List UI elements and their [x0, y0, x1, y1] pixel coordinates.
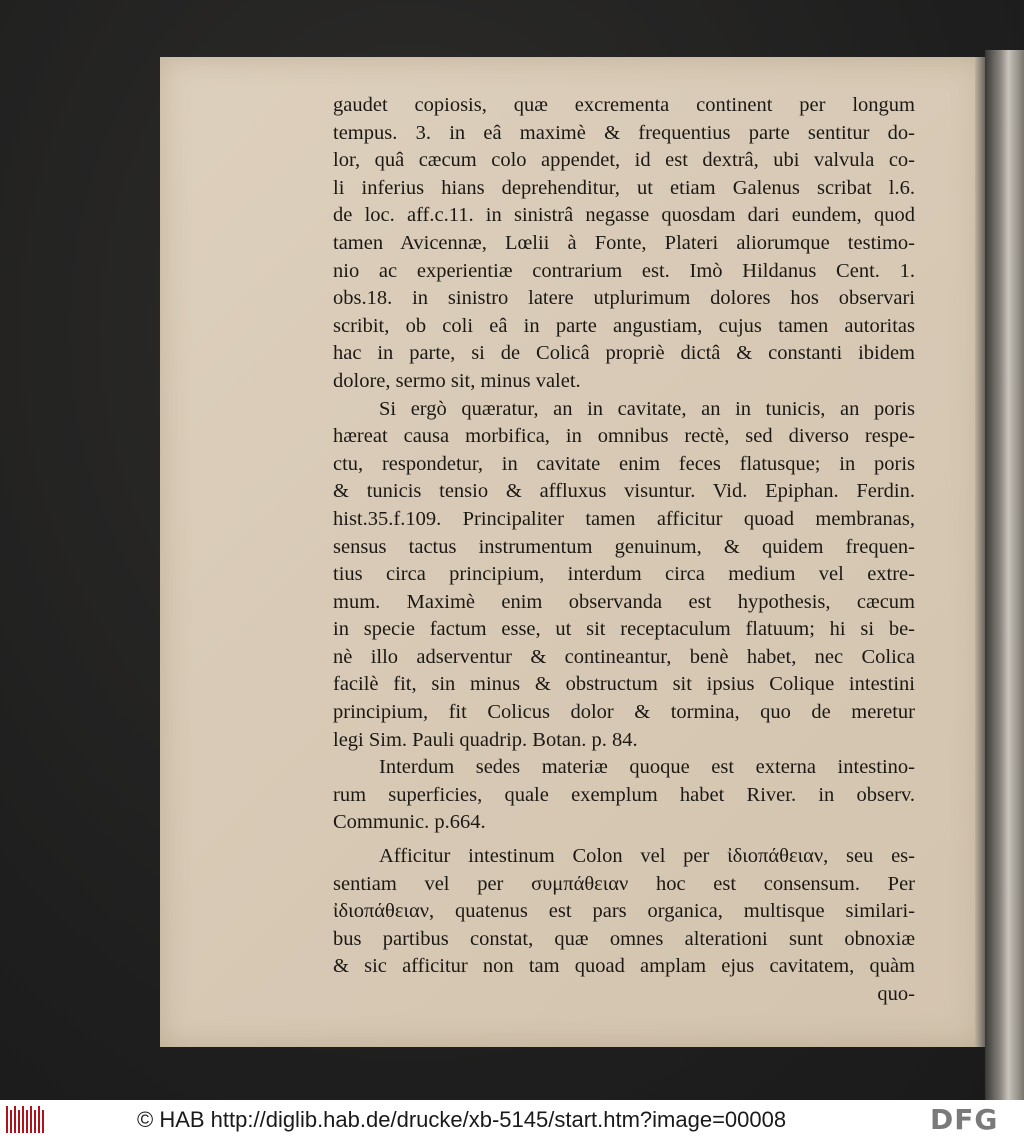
text-line: & sic afficitur non tam quoad amplam ejus cavitatem, quàm — [333, 955, 915, 978]
text-line: mum. Maximè enim observanda est hypothesis, cæcum — [333, 590, 915, 613]
text-line: bus partibus constat, quæ omnes alterationi sunt obnoxiæ — [333, 927, 915, 950]
text-line: facilè fit, sin minus & obstructum sit ipsius Colique intestini — [333, 673, 915, 696]
text-line: hist.35.f.109. Principaliter tamen afficitur quoad membranas, — [333, 507, 915, 530]
book-fore-edge — [985, 50, 1024, 1100]
text-line: Si ergò quæratur, an in cavitate, an in tunicis, an poris — [379, 397, 915, 420]
page-text — [333, 92, 915, 1009]
source-link[interactable]: © HAB http://diglib.hab.de/drucke/xb-5145/start.htm?image=00008 — [137, 1107, 787, 1132]
text-line: hæreat causa morbifica, in omnibus rectè, sed diverso respe- — [333, 425, 915, 448]
text-line: sentiam vel per συμπάθειαν hoc est consensum. Per — [333, 872, 915, 895]
catchword: quo- — [877, 983, 915, 1005]
dfg-logo: DFG — [930, 1103, 999, 1136]
text-line: ἰδιοπάθειαν, quatenus est pars organica, multisque similari- — [333, 900, 915, 923]
text-line: principium, fit Colicus dolor & tormina, quo de meretur — [333, 701, 915, 724]
text-line: gaudet copiosis, quæ excrementa continent per longum — [333, 94, 915, 116]
text-line: nè illo adserventur & contineantur, benè habet, nec Colica — [333, 645, 915, 668]
text-line: dolore, sermo sit, minus valet. — [333, 369, 581, 392]
text-line: obs.18. in sinistro latere utplurimum dolores hos observari — [333, 287, 915, 310]
text-line: nio ac experientiæ contrarium est. Imò Hildanus Cent. 1. — [333, 259, 915, 282]
text-line: scribit, ob coli eâ in parte angustiam, cujus tamen autoritas — [333, 314, 915, 337]
text-line: & tunicis tensio & affluxus visuntur. Vid. Epiphan. Ferdin. — [333, 480, 915, 503]
text-line: li inferius hians deprehenditur, ut etiam Galenus scribat l.6. — [333, 176, 915, 199]
text-line: in specie factum esse, ut sit receptaculum flatuum; hi si be- — [333, 618, 915, 641]
text-line: legi Sim. Pauli quadrip. Botan. p. 84. — [333, 728, 638, 751]
text-line: Afficitur intestinum Colon vel per ἰδιοπάθειαν, seu es- — [379, 845, 915, 868]
text-line: lor, quâ cæcum colo appendet, id est dextrâ, ubi valvula co- — [333, 149, 915, 172]
text-line: tamen Avicennæ, Lœlii à Fonte, Plateri aliorumque testimo- — [333, 231, 915, 254]
text-line: sensus tactus instrumentum genuinum, & quidem frequen- — [333, 535, 915, 558]
text-line: Interdum sedes materiæ quoque est externa intestino- — [379, 756, 915, 779]
text-line: Communic. p.664. — [333, 811, 486, 834]
text-line: ctu, respondetur, in cavitate enim feces flatusque; in poris — [333, 452, 915, 475]
page-shadow-edge — [975, 57, 985, 1047]
text-line: tius circa principium, interdum circa medium vel extre- — [333, 563, 915, 586]
text-line: tempus. 3. in eâ maximè & frequentius parte sentitur do- — [333, 121, 915, 144]
text-line: de loc. aff.c.11. in sinistrâ negasse quosdam dari eundem, quod — [333, 204, 915, 227]
text-line: hac in parte, si de Colicâ propriè dictâ & constanti ibidem — [333, 342, 915, 365]
viewer-footer — [0, 1100, 1024, 1139]
text-line: rum superficies, quale exemplum habet River. in observ. — [333, 783, 915, 806]
library-columns-icon — [5, 1104, 47, 1135]
